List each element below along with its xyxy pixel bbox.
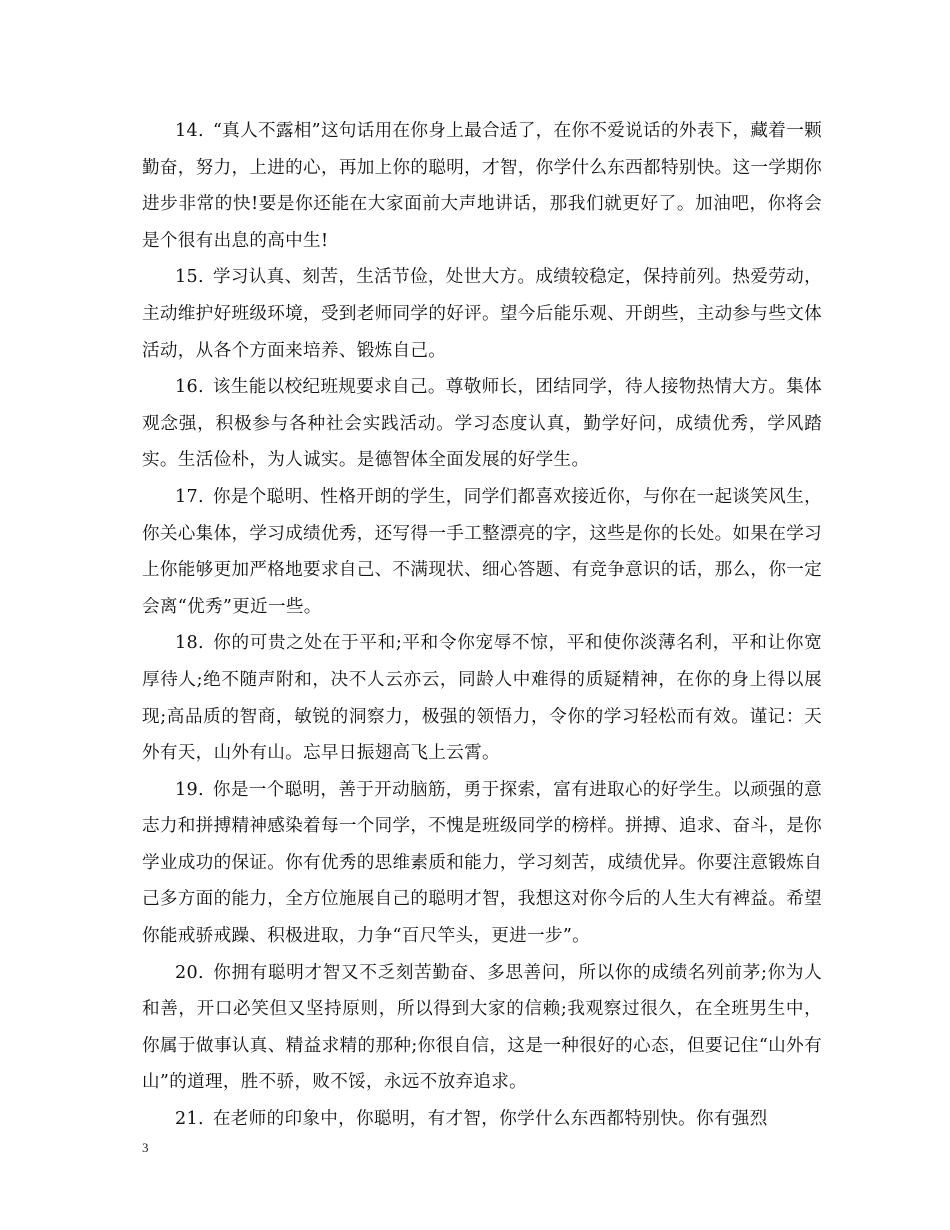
paragraph-text: 在老师的印象中，你聪明，有才智，你学什么东西都特别快。你有强烈 (212, 1109, 768, 1130)
page-number: 3 (142, 1140, 149, 1155)
paragraph-number: 18. (175, 633, 204, 654)
comment-paragraph-18 (142, 625, 822, 771)
comment-paragraph-21 (142, 1101, 822, 1138)
comment-paragraph-15 (142, 259, 822, 369)
comment-paragraph-20 (142, 955, 822, 1101)
comment-paragraph-19 (142, 772, 822, 955)
paragraph-text: 该生能以校纪班规要求自己。尊敬师长，团结同学，待人接物热情大方。集体观念强，积极参与各种社会实践活动。学习态度认真，勤学好问，成绩优秀，学风踏实。生活俭朴，为人诚实。是德智体全面发展的好学生。 (142, 377, 822, 471)
comment-paragraph-16 (142, 369, 822, 479)
paragraph-number: 19. (175, 779, 204, 800)
paragraph-number: 21. (175, 1109, 204, 1130)
paragraph-number: 15. (175, 267, 204, 288)
paragraph-text: 你拥有聪明才智又不乏刻苦勤奋、多思善问，所以你的成绩名列前茅;你为人和善，开口必笑但又坚持原则，所以得到大家的信赖;我观察过很久，在全班男生中，你属于做事认真、精益求精的那种;你很自信，这是一种很好的心态，但要记住“山外有山”的道理，胜不骄，败不馁，永远不放弃追求。 (142, 962, 822, 1093)
comment-paragraph-14 (142, 113, 822, 259)
paragraph-text: 你是个聪明、性格开朗的学生，同学们都喜欢接近你，与你在一起谈笑风生，你关心集体，学习成绩优秀，还写得一手工整漂亮的字，这些是你的长处。如果在学习上你能够更加严格地要求自己、不满现状、细心答题、有竞争意识的话，那么，你一定会离“优秀”更近一些。 (142, 486, 822, 617)
paragraph-number: 17. (175, 486, 204, 507)
paragraph-text: 学习认真、刻苦，生活节俭，处世大方。成绩较稳定，保持前列。热爱劳动，主动维护好班级环境，受到老师同学的好评。望今后能乐观、开朗些，主动参与些文体活动，从各个方面来培养、锻炼自己。 (142, 267, 822, 361)
paragraph-number: 14. (175, 121, 204, 141)
paragraph-number: 16. (175, 377, 204, 398)
document-body (142, 113, 822, 1138)
paragraph-text: 你的可贵之处在于平和;平和令你宠辱不惊，平和使你淡薄名利，平和让你宽厚待人;绝不随声附和，决不人云亦云，同龄人中难得的质疑精神，在你的身上得以展现;高品质的智商，敏锐的洞察力，极强的领悟力，令你的学习轻松而有效。谨记：天外有天，山外有山。忘早日振翅高飞上云霄。 (142, 633, 822, 764)
comment-paragraph-17 (142, 479, 822, 625)
paragraph-text: “真人不露相”这句话用在你身上最合适了，在你不爱说话的外表下，藏着一颗勤奋，努力，上进的心，再加上你的聪明，才智，你学什么东西都特别快。这一学期你进步非常的快!要是你还能在大家面前大声地讲话，那我们就更好了。加油吧，你将会是个很有出息的高中生! (142, 121, 822, 251)
paragraph-text: 你是一个聪明，善于开动脑筋，勇于探索，富有进取心的好学生。以顽强的意志力和拼搏精神感染着每一个同学，不愧是班级同学的榜样。拼搏、追求、奋斗，是你学业成功的保证。你有优秀的思维素质和能力，学习刻苦，成绩优异。你要注意锻炼自己多方面的能力，全方位施展自己的聪明才智，我想这对你今后的人生大有裨益。希望你能戒骄戒躁、积极进取，力争“百尺竿头，更进一步”。 (142, 779, 822, 947)
paragraph-number: 20. (175, 962, 204, 983)
